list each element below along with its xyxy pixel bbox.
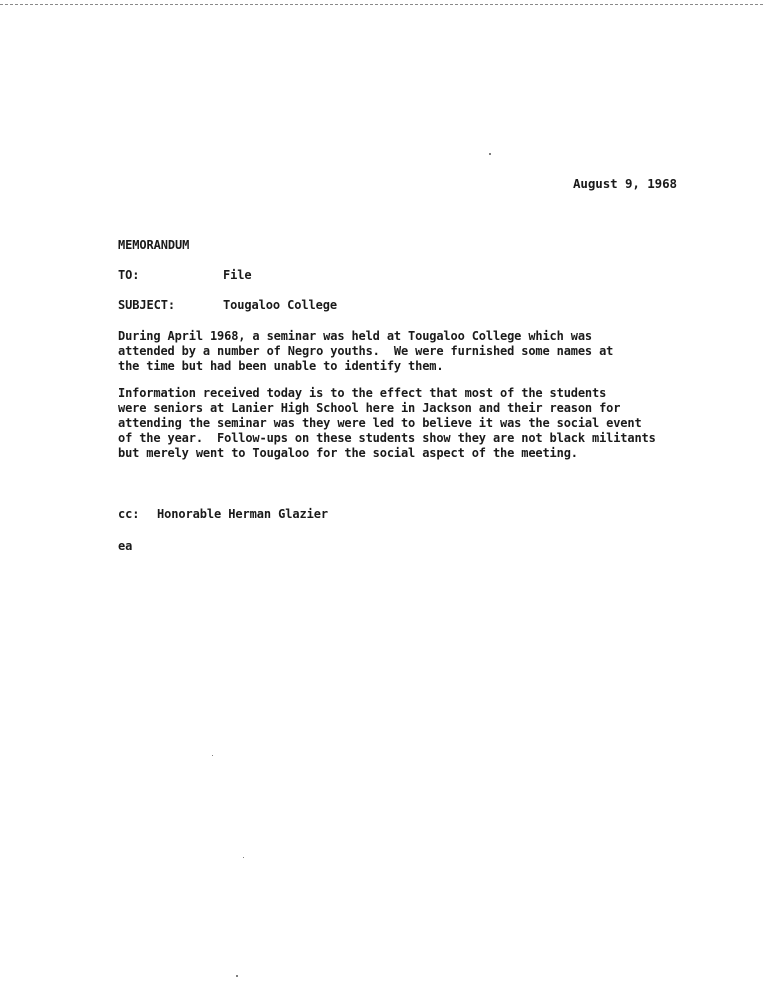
scan-speck <box>489 153 491 155</box>
paragraph-line: were seniors at Lanier High School here in Jackson and their reason for <box>118 401 621 415</box>
body-paragraph-1 <box>118 329 613 374</box>
paragraph-line: During April 1968, a seminar was held at Tougaloo College which was <box>118 329 592 343</box>
to-label: TO: <box>118 268 140 282</box>
memo-heading: MEMORANDUM <box>118 238 190 252</box>
subject-value: Tougaloo College <box>223 298 337 312</box>
scan-speck <box>236 975 238 977</box>
paragraph-line: attending the seminar was they were led to believe it was the social event <box>118 416 642 430</box>
cc-recipient: Honorable Herman Glazier <box>157 507 328 521</box>
cc-label: cc: <box>118 507 140 521</box>
body-paragraph-2 <box>118 386 656 461</box>
typist-initials: ea <box>118 539 133 553</box>
paragraph-line: attended by a number of Negro youths. We were furnished some names at <box>118 344 614 358</box>
paragraph-line: Information received today is to the effect that most of the students <box>118 386 607 400</box>
page-top-edge <box>0 4 763 5</box>
memo-date: August 9, 1968 <box>573 176 677 191</box>
paragraph-line: of the year. Follow-ups on these students show they are not black militants <box>118 431 656 445</box>
scan-speck <box>243 857 244 858</box>
scan-speck <box>212 755 213 756</box>
to-value: File <box>223 268 252 282</box>
paragraph-line: but merely went to Tougaloo for the social aspect of the meeting. <box>118 446 578 460</box>
subject-label: SUBJECT: <box>118 298 175 312</box>
paragraph-line: the time but had been unable to identify them. <box>118 359 444 373</box>
